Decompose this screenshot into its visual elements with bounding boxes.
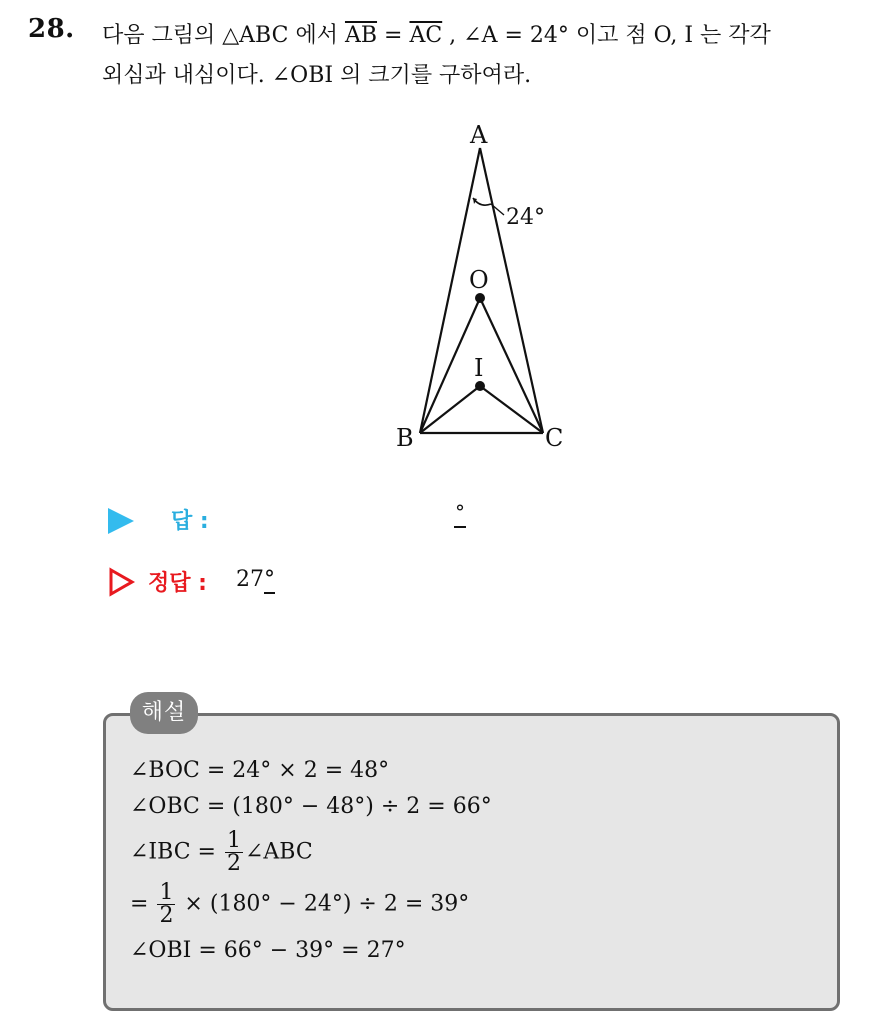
label-a: A (470, 121, 488, 149)
triangle-name: △ABC (222, 23, 289, 48)
answer-row (108, 500, 528, 544)
label-i: I (474, 354, 484, 382)
fraction-half (157, 882, 175, 927)
question-text-segment: 에서 (288, 23, 345, 48)
solution-text-segment: × (180° − 24°) ÷ 2 = 39° (177, 891, 470, 917)
solution-line-1: ∠BOC = 24° × 2 = 48° (130, 758, 390, 783)
segment-oc (480, 298, 543, 433)
correct-answer-unit: ° (264, 567, 275, 592)
correct-answer-number: 27 (236, 567, 264, 592)
segment-ob (420, 298, 480, 433)
question-line-2: 외심과 내심이다. ∠OBI 의 크기를 구하여라. (102, 63, 532, 88)
fraction-denominator: 2 (159, 903, 174, 928)
solution-tab: 해설 (130, 692, 198, 734)
fraction-numerator: 1 (159, 880, 174, 905)
fraction-half (225, 830, 243, 875)
correct-answer-row (108, 565, 508, 605)
correct-answer-label: 정답 : (148, 571, 207, 596)
label-c: C (545, 424, 564, 452)
equals-sign: = (377, 23, 410, 48)
solution-text-segment: ∠IBC = (130, 839, 223, 865)
question-line-1 (102, 16, 872, 56)
segment-ac: $\overline{AC}$ (409, 23, 443, 48)
question-text (102, 16, 872, 96)
fraction-denominator: 2 (226, 851, 241, 876)
solution-text-segment: ∠ABC (244, 839, 313, 865)
label-o: O (469, 266, 489, 294)
segment-ab: $\overline{AB}$ (344, 23, 378, 48)
correct-answer-value (236, 567, 275, 592)
label-b: B (396, 424, 414, 452)
question-text-segment: , ∠A = 24° 이고 점 O, I 는 각각 (442, 23, 771, 48)
point-i (475, 381, 485, 391)
solution-line-2: ∠OBC = (180° − 48°) ÷ 2 = 66° (130, 794, 492, 819)
answer-input-blank[interactable]: ° (454, 498, 466, 528)
point-o (475, 293, 485, 303)
outline-triangle-icon (108, 567, 136, 597)
solution-line-4 (130, 882, 469, 927)
angle-label: 24° (506, 205, 545, 230)
side-ac (480, 148, 543, 433)
question-text-segment: 다음 그림의 (102, 23, 223, 48)
solution-line-5: ∠OBI = 66° − 39° = 27° (130, 938, 406, 963)
triangle-figure (380, 115, 600, 455)
fraction-numerator: 1 (226, 828, 241, 853)
solution-text-segment: = (130, 891, 156, 917)
answer-label: 답 : (171, 509, 209, 534)
solution-line-3 (130, 830, 313, 875)
play-triangle-icon (108, 508, 134, 534)
question-number: 28. (28, 14, 75, 44)
